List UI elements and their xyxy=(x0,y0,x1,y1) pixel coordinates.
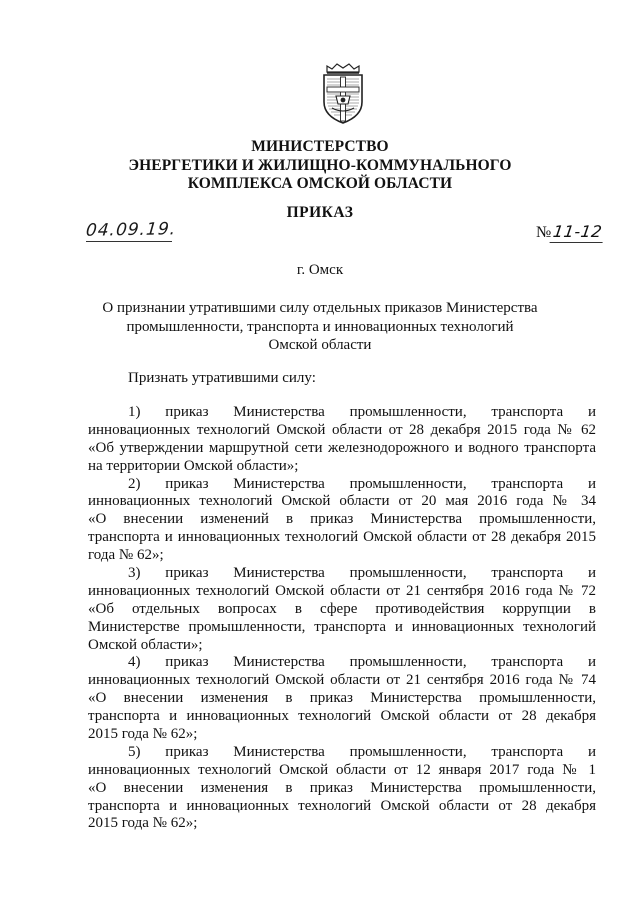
item-2-line-4: транспорта и инновационных технологий Омской области от 28 декабря 2015 xyxy=(88,529,596,546)
item-4-line-1: 4) приказ Министерства промышленности, транспорта и xyxy=(128,654,596,671)
date-underline xyxy=(86,241,172,242)
item-5-line-1: 5) приказ Министерства промышленности, транспорта и xyxy=(128,743,596,760)
order-subject xyxy=(80,299,560,355)
item-1-line-1: 1) приказ Министерства промышленности, транспорта и xyxy=(128,404,596,420)
order-number xyxy=(536,222,604,243)
city: г. Омск xyxy=(296,262,344,278)
item-4-line-5: 2015 года № 62»; xyxy=(88,726,198,743)
item-1-line-2: инновационных технологий Омской области от 28 декабря 2015 года № 62 xyxy=(88,421,596,438)
item-5-line-5: 2015 года № 62»; xyxy=(88,815,198,832)
items-list xyxy=(88,404,596,833)
item-2-line-5: года № 62»; xyxy=(88,547,164,564)
item-4-line-3: «О внесении изменения в приказ Министерства промышленности, xyxy=(88,690,596,707)
item-5-line-3: «О внесении изменения в приказ Министерства промышленности, xyxy=(88,779,596,796)
item-3-line-4: Министерстве промышленности, транспорта и инновационных технологий xyxy=(88,618,596,635)
ministry-line-1: МИНИСТЕРСТВО xyxy=(251,138,389,155)
subject-line-1: О признании утратившими силу отдельных приказов Министерства xyxy=(102,300,538,316)
intro-text: Признать утратившими силу: xyxy=(128,370,316,386)
item-3-line-5: Омской области»; xyxy=(88,636,203,653)
item-2-line-1: 2) приказ Министерства промышленности, транспорта и xyxy=(128,475,596,492)
item-4-line-4: транспорта и инновационных технологий Омской области от 28 декабря xyxy=(88,708,596,725)
number-sign: № xyxy=(536,224,552,241)
order-title: ПРИКАЗ xyxy=(286,204,354,221)
item-4-line-2: инновационных технологий Омской области от 21 сентября 2016 года № 74 xyxy=(88,672,596,689)
order-number-value: 11-12 xyxy=(550,222,606,243)
coat-of-arms-emblem xyxy=(318,62,368,126)
item-3-line-3: «Об отдельных вопросах в сфере противодействия коррупции в xyxy=(88,600,596,617)
item-5-line-4: транспорта и инновационных технологий Омской области от 28 декабря xyxy=(88,797,596,814)
ministry-name xyxy=(60,138,580,194)
ministry-line-3: КОМПЛЕКСА ОМСКОЙ ОБЛАСТИ xyxy=(187,175,453,192)
item-2-line-2: инновационных технологий Омской области от 20 мая 2016 года № 34 xyxy=(88,493,596,510)
ministry-line-2: ЭНЕРГЕТИКИ И ЖИЛИЩНО-КОММУНАЛЬНОГО xyxy=(128,156,512,174)
item-3-line-2: инновационных технологий Омской области от 21 сентября 2016 года № 72 xyxy=(88,582,596,599)
item-1-line-4: на территории Омской области»; xyxy=(88,457,299,474)
subject-line-3: Омской области xyxy=(268,337,372,353)
subject-line-2: промышленности, транспорта и инновационных технологий xyxy=(126,318,514,335)
order-date: 04.09.19. xyxy=(85,219,178,241)
item-2-line-3: «О внесении изменений в приказ Министерства промышленности, xyxy=(88,511,596,528)
item-3-line-1: 3) приказ Министерства промышленности, транспорта и xyxy=(128,565,596,582)
item-5-line-2: инновационных технологий Омской области от 12 января 2017 года № 1 xyxy=(88,761,596,778)
item-1-line-3: «Об утверждении маршрутной сети железнодорожного и водного транспорта xyxy=(88,439,596,456)
